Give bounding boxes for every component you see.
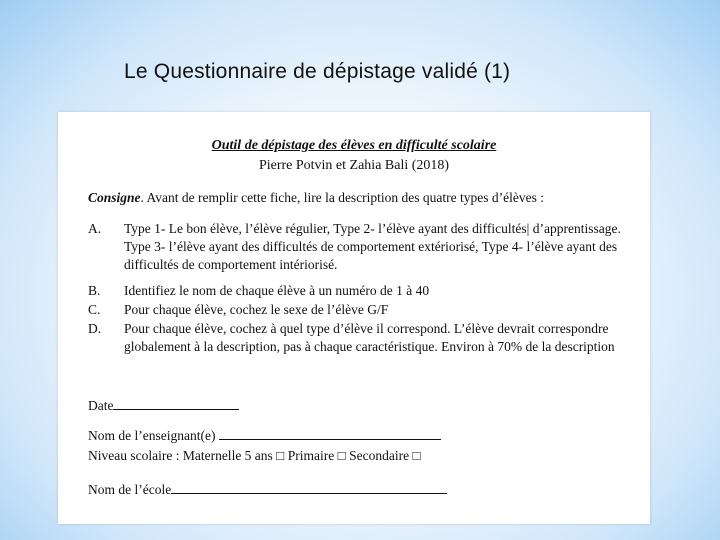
instruction-text: . Avant de remplir cette fiche, lire la description des quatre types d’élèves :	[140, 190, 545, 205]
list-item	[88, 282, 633, 300]
document-authors: Pierre Potvin et Zahia Bali (2018)	[258, 158, 450, 173]
level-field	[88, 448, 421, 464]
date-field	[88, 398, 239, 414]
list-item-letter: A.	[88, 221, 102, 236]
teacher-label: Nom de l’enseignant(e)	[88, 428, 216, 443]
teacher-field	[88, 428, 441, 444]
document-image	[58, 112, 650, 524]
list-item-letter: B.	[88, 283, 101, 298]
list-item-text: Pour chaque élève, cochez le sexe de l’élève G/F	[124, 302, 389, 317]
school-label: Nom de l’école	[88, 482, 172, 497]
instruction-paragraph	[88, 190, 638, 206]
list-item-text: Identifiez le nom de chaque élève à un numéro de 1 à 40	[124, 283, 430, 298]
list-item-letter: D.	[88, 321, 102, 336]
list-item	[88, 320, 633, 356]
list-item	[88, 301, 633, 319]
list-item	[88, 220, 633, 274]
document-heading: Outil de dépistage des élèves en difficulté scolaire	[211, 138, 497, 153]
instruction-label: Consigne	[88, 190, 141, 205]
school-blank-line	[171, 482, 447, 494]
date-label: Date	[88, 398, 114, 413]
list-item-letter: C.	[88, 302, 101, 317]
school-field	[88, 482, 447, 498]
list-item-text: Pour chaque élève, cochez à quel type d’élève il correspond. L’élève devrait correspondre globalement à la description, pas à chaque caractéristique. Environ à 70% de la description	[124, 321, 615, 354]
level-label: Niveau scolaire : Maternelle 5 ans □ Primaire □ Secondaire □	[88, 448, 421, 463]
date-blank-line	[113, 398, 239, 410]
teacher-blank-line	[219, 428, 441, 440]
list-item-text: Type 1- Le bon élève, l’élève régulier, Type 2- l’élève ayant des difficultés| d’apprentissage. Type 3- l’élève ayant des difficultés de comportement extériorisé, Type 4- l’élève ayant des difficultés de comportement intériorisé.	[124, 221, 621, 272]
slide-title: Le Questionnaire de dépistage validé (1)	[124, 60, 511, 83]
